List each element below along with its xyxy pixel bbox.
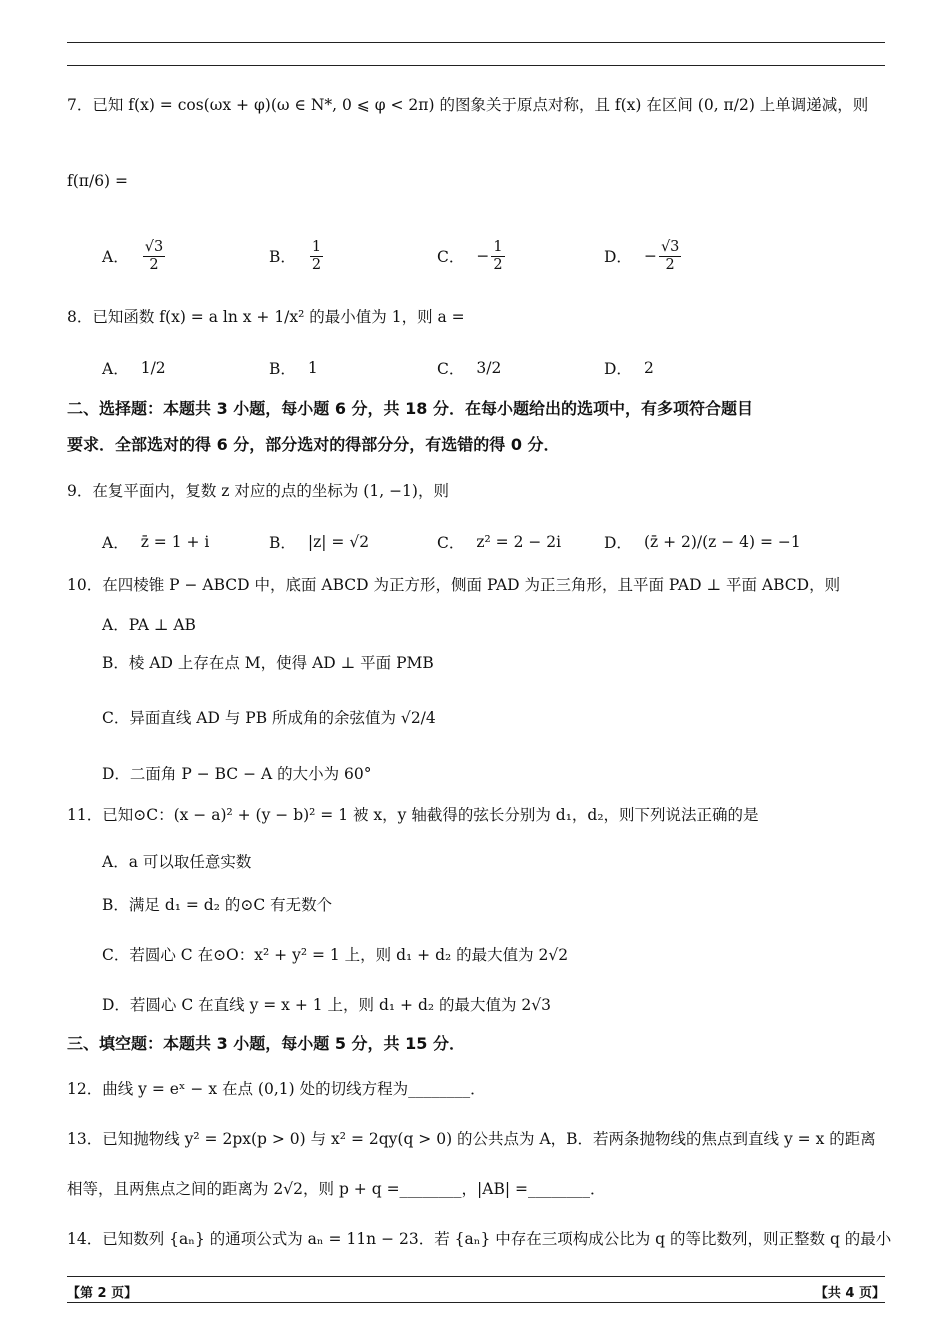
q11-option-b[interactable]: B．满足 d₁ = d₂ 的⊙C 有无数个 bbox=[102, 896, 333, 914]
option-label: B． bbox=[269, 248, 296, 266]
option-text: (z̄ + 2)/(z − 4) = −1 bbox=[643, 533, 801, 551]
option-text: 1/2 bbox=[140, 359, 166, 377]
option-label: D． bbox=[604, 248, 632, 266]
option-fraction bbox=[659, 239, 681, 273]
fraction-den: 2 bbox=[665, 256, 675, 273]
q11-option-d[interactable]: D．若圆心 C 在直线 y = x + 1 上，则 d₁ + d₂ 的最大值为 2√3 bbox=[102, 996, 552, 1014]
q9-option-a[interactable] bbox=[102, 522, 209, 562]
option-label: C． bbox=[437, 360, 465, 378]
footer-rule-2 bbox=[67, 1302, 885, 1303]
fraction-den: 2 bbox=[149, 256, 159, 273]
option-label: D． bbox=[604, 360, 632, 378]
q8-option-a[interactable] bbox=[102, 348, 166, 388]
q12-stem: 12．曲线 y = eˣ − x 在点 (0,1) 处的切线方程为________． bbox=[67, 1080, 486, 1098]
footer-total-pages: 【共 4 页】 bbox=[814, 1286, 885, 1301]
section3-heading: 三、填空题：本题共 3 小题，每小题 5 分，共 15 分． bbox=[67, 1034, 465, 1053]
option-label: C． bbox=[437, 534, 465, 552]
option-sign: − bbox=[476, 247, 490, 265]
q11-stem: 11．已知⊙C：(x − a)² + (y − b)² = 1 被 x，y 轴截得的弦长分别为 d₁，d₂，则下列说法正确的是 bbox=[67, 806, 759, 824]
q7-option-c[interactable] bbox=[437, 236, 507, 276]
fraction-num: √3 bbox=[144, 238, 164, 255]
q13-line2: 相等，且两焦点之间的距离为 2√2，则 p + q =________，|AB| =________． bbox=[67, 1180, 606, 1198]
q9-option-d[interactable] bbox=[604, 522, 801, 562]
fraction-den: 2 bbox=[493, 256, 503, 273]
top-rule-2 bbox=[67, 65, 885, 66]
q8-option-d[interactable] bbox=[604, 348, 654, 388]
option-sign: − bbox=[643, 247, 657, 265]
q7-options bbox=[102, 236, 862, 276]
option-fraction bbox=[143, 239, 165, 273]
option-text: z̄ = 1 + i bbox=[140, 533, 210, 551]
q9-options bbox=[102, 522, 862, 562]
q10-stem: 10．在四棱锥 P − ABCD 中，底面 ABCD 为正方形，侧面 PAD 为正三角形，且平面 PAD ⊥ 平面 ABCD，则 bbox=[67, 576, 841, 594]
option-fraction bbox=[310, 239, 323, 273]
q7-option-b[interactable] bbox=[269, 236, 325, 276]
fraction-num: √3 bbox=[660, 238, 680, 255]
section2-heading-line1: 二、选择题：本题共 3 小题，每小题 6 分，共 18 分．在每小题给出的选项中，有多项符合题目 bbox=[67, 399, 753, 418]
q8-option-b[interactable] bbox=[269, 348, 318, 388]
q9-option-b[interactable] bbox=[269, 522, 369, 562]
q13-line1: 13．已知抛物线 y² = 2px(p > 0) 与 x² = 2qy(q > 0) 的公共点为 A，B．若两条抛物线的焦点到直线 y = x 的距离 bbox=[67, 1130, 876, 1148]
option-label: A． bbox=[102, 534, 129, 552]
option-label: A． bbox=[102, 360, 129, 378]
q7-line2: f(π/6) = bbox=[67, 172, 129, 190]
option-label: B． bbox=[269, 360, 296, 378]
q11-option-c[interactable]: C．若圆心 C 在⊙O：x² + y² = 1 上，则 d₁ + d₂ 的最大值为 2√2 bbox=[102, 946, 569, 964]
option-text: 3/2 bbox=[476, 359, 502, 377]
section2-heading-line2: 要求．全部选对的得 6 分，部分选对的得部分分，有选错的得 0 分． bbox=[67, 435, 560, 454]
q10-option-a[interactable]: A．PA ⊥ AB bbox=[102, 616, 196, 634]
option-label: C． bbox=[437, 248, 465, 266]
option-fraction bbox=[491, 239, 504, 273]
q10-option-b[interactable]: B．棱 AD 上存在点 M，使得 AD ⊥ 平面 PMB bbox=[102, 654, 434, 672]
q11-option-a[interactable]: A．a 可以取任意实数 bbox=[102, 853, 252, 871]
option-text: |z| = √2 bbox=[307, 533, 370, 551]
q7-option-a[interactable] bbox=[102, 236, 167, 276]
fraction-den: 2 bbox=[311, 256, 322, 273]
q8-option-c[interactable] bbox=[437, 348, 501, 388]
fraction-num: 1 bbox=[493, 238, 503, 255]
q9-stem: 9．在复平面内，复数 z 对应的点的坐标为 (1, −1)，则 bbox=[67, 482, 449, 500]
option-text: 1 bbox=[307, 359, 318, 377]
q10-option-d[interactable]: D．二面角 P − BC − A 的大小为 60° bbox=[102, 765, 372, 783]
footer-page-number: 【第 2 页】 bbox=[67, 1286, 138, 1301]
q8-stem: 8．已知函数 f(x) = a ln x + 1/x² 的最小值为 1，则 a = bbox=[67, 308, 465, 326]
fraction-num: 1 bbox=[311, 238, 322, 255]
q7-line1: 7．已知 f(x) = cos(ωx + φ)(ω ∈ N*, 0 ⩽ φ < 2π) 的图象关于原点对称，且 f(x) 在区间 (0, π/2) 上单调递减，则 bbox=[67, 96, 869, 114]
footer-rule-1 bbox=[67, 1276, 885, 1277]
option-label: D． bbox=[604, 534, 632, 552]
option-label: B． bbox=[269, 534, 296, 552]
q8-options bbox=[102, 348, 862, 388]
q14-line1: 14．已知数列 {aₙ} 的通项公式为 aₙ = 11n − 23．若 {aₙ} 中存在三项构成公比为 q 的等比数列，则正整数 q 的最小 bbox=[67, 1230, 892, 1248]
q9-option-c[interactable] bbox=[437, 522, 561, 562]
q10-option-c[interactable]: C．异面直线 AD 与 PB 所成角的余弦值为 √2/4 bbox=[102, 709, 436, 727]
option-text: z² = 2 − 2i bbox=[476, 533, 562, 551]
option-label: A． bbox=[102, 248, 129, 266]
top-rule-1 bbox=[67, 42, 885, 43]
q7-option-d[interactable] bbox=[604, 236, 683, 276]
option-text: 2 bbox=[643, 359, 654, 377]
